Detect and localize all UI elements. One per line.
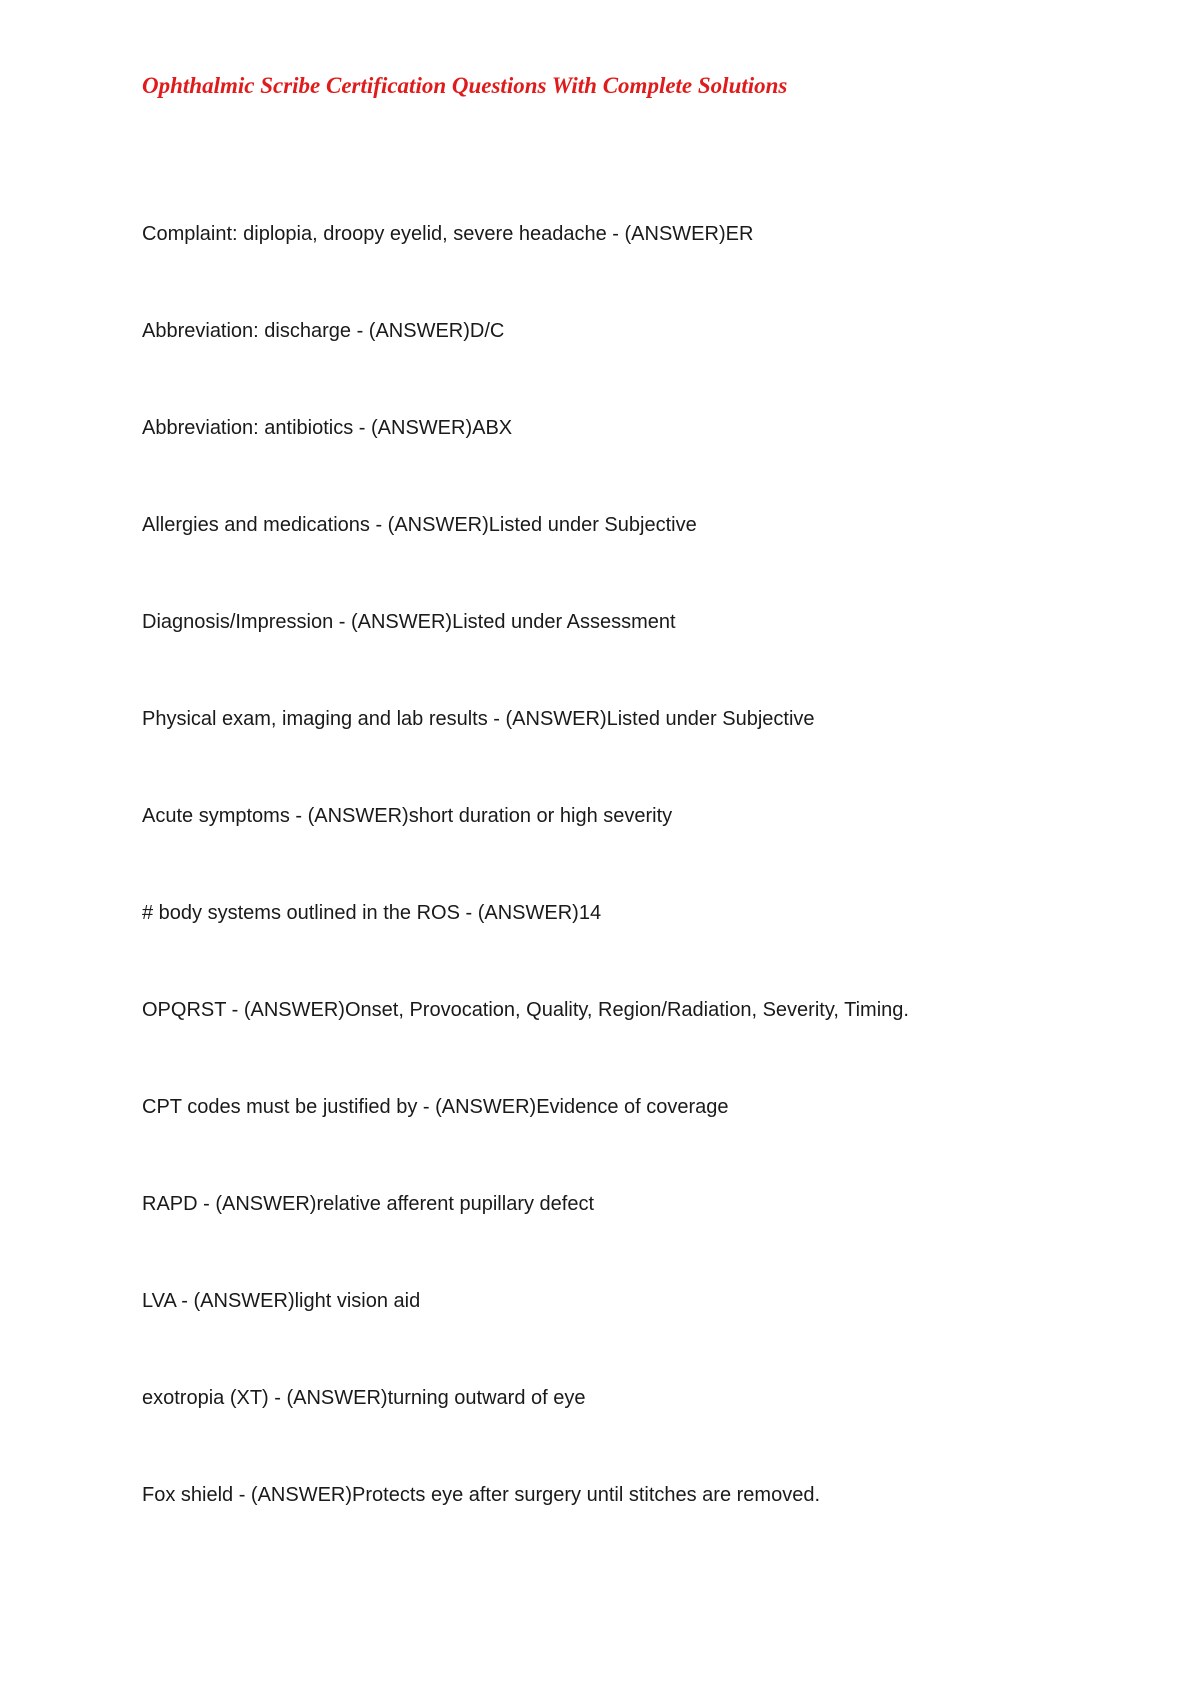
question-answer-list bbox=[142, 216, 909, 1574]
question-answer-item: Abbreviation: discharge - (ANSWER)D/C bbox=[142, 320, 505, 342]
question-answer-item: Physical exam, imaging and lab results - (ANSWER)Listed under Subjective bbox=[142, 708, 815, 730]
question-answer-item: OPQRST - (ANSWER)Onset, Provocation, Quality, Region/Radiation, Severity, Timing. bbox=[142, 999, 909, 1021]
question-answer-item: Diagnosis/Impression - (ANSWER)Listed under Assessment bbox=[142, 611, 676, 633]
question-answer-item: Acute symptoms - (ANSWER)short duration or high severity bbox=[142, 805, 673, 827]
question-answer-item: Allergies and medications - (ANSWER)Listed under Subjective bbox=[142, 514, 697, 536]
question-answer-item: RAPD - (ANSWER)relative afferent pupillary defect bbox=[142, 1193, 595, 1215]
question-answer-item: Complaint: diplopia, droopy eyelid, severe headache - (ANSWER)ER bbox=[142, 223, 754, 245]
question-answer-item: exotropia (XT) - (ANSWER)turning outward of eye bbox=[142, 1387, 586, 1409]
document-title: Ophthalmic Scribe Certification Questions With Complete Solutions bbox=[142, 73, 788, 98]
question-answer-item: CPT codes must be justified by - (ANSWER)Evidence of coverage bbox=[142, 1096, 729, 1118]
question-answer-item: # body systems outlined in the ROS - (ANSWER)14 bbox=[142, 902, 602, 924]
question-answer-item: Fox shield - (ANSWER)Protects eye after surgery until stitches are removed. bbox=[142, 1484, 821, 1506]
question-answer-item: Abbreviation: antibiotics - (ANSWER)ABX bbox=[142, 417, 513, 439]
question-answer-item: LVA - (ANSWER)light vision aid bbox=[142, 1290, 421, 1312]
